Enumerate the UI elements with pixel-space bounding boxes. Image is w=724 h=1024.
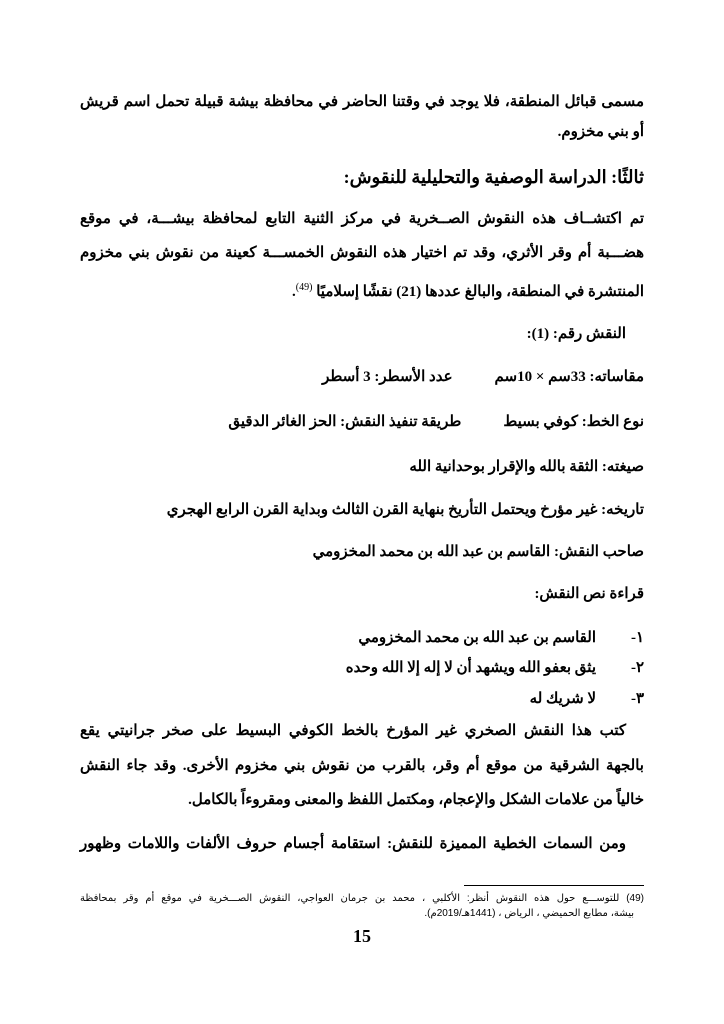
inscription-date: تاريخه: غير مؤرخ ويحتمل التأريخ بنهاية القرن الثالث وبداية القرن الرابع الهجري bbox=[166, 502, 644, 518]
reading-line-2 bbox=[346, 657, 644, 679]
reading-line-1-number: ١- bbox=[630, 630, 644, 646]
section-heading: ثالثًا: الدراسة الوصفية والتحليلية للنقوش: bbox=[343, 167, 644, 187]
inscription-title: النقش رقم: (1): bbox=[526, 326, 626, 342]
inscription-formula: صيغته: الثقة بالله والإقرار بوحدانية الله bbox=[409, 459, 644, 475]
reading-line-2-text: يثق بعفو الله ويشهد أن لا إله إلا الله وحده bbox=[345, 660, 596, 676]
reading-line-1-text: القاسم بن عبد الله بن محمد المخزومي bbox=[358, 630, 596, 646]
paragraph-3-line-1: كتب هذا النقش الصخري غير المؤرخ بالخط الكوفي البسيط على صخر جرانيتي يقع bbox=[80, 723, 626, 739]
page-number: 15 bbox=[353, 926, 371, 946]
inscription-script-row bbox=[228, 411, 644, 433]
inscription-line-count: عدد الأسطر: 3 أسطر bbox=[322, 369, 453, 385]
footnote-line-1: (49) للتوســـع حول هذه النقوش أنظر: الأكلبي ، محمد بن جرمان العواجي، النقوش الصـــخرية في موقع أم وقر بمحافظة bbox=[80, 893, 644, 904]
paragraph-2-line-3-end: . bbox=[292, 284, 296, 300]
reading-line-2-number: ٢- bbox=[630, 660, 644, 676]
footnote-reference: (49) bbox=[295, 282, 313, 293]
paragraph-3-line-3: خالياً من علامات الشكل والإعجام، ومكتمل اللفظ والمعنى ومقروءاً بالكامل. bbox=[188, 792, 644, 808]
inscription-script-type: نوع الخط: كوفي بسيط bbox=[503, 414, 644, 430]
paragraph-2-line-2: هضـــبة أم وقر الأثري، وقد تم اختيار هذه النقوش الخمســـة كعينة من نقوش بني مخزوم bbox=[80, 245, 644, 261]
footnote-separator bbox=[464, 885, 644, 886]
inscription-dimensions: مقاساته: 33سم × 10سم bbox=[494, 369, 644, 385]
reading-title: قراءة نص النقش: bbox=[534, 586, 644, 602]
inscription-measures-row bbox=[322, 366, 644, 388]
paragraph-2-line-3 bbox=[292, 277, 644, 303]
paragraph-3-line-2: بالجهة الشرقية من موقع أم وقر، بالقرب من نقوش بني مخزوم الأخرى. وقد جاء النقش bbox=[80, 758, 644, 774]
reading-line-3-number: ٣- bbox=[630, 691, 644, 707]
paragraph-2-line-1: تم اكتشــاف هذه النقوش الصــخرية في مركز الثنية التابع لمحافظة بيشـــة، في موقع bbox=[80, 211, 644, 227]
reading-line-3-text: لا شريك له bbox=[529, 691, 596, 707]
paragraph-1-line-2: أو بني مخزوم. bbox=[557, 124, 644, 140]
paragraph-2-line-3-text: المنتشرة في المنطقة، والبالغ عددها (21) نقشًا إسلاميًا bbox=[316, 284, 644, 300]
reading-line-1 bbox=[358, 627, 644, 649]
paragraph-4-line-1: ومن السمات الخطية المميزة للنقش: استقامة أجسام حروف الألفات واللامات وظهور bbox=[80, 836, 626, 852]
footnote-line-2: بيشة، مطابع الحميضي ، الرياض ، (1441هـ/2019م). bbox=[424, 908, 634, 919]
inscription-owner: صاحب النقش: القاسم بن عبد الله بن محمد المخزومي bbox=[312, 544, 644, 560]
reading-line-3 bbox=[530, 688, 644, 710]
paragraph-1-line-1: مسمى قبائل المنطقة، فلا يوجد في وقتنا الحاضر في محافظة بيشة قبيلة تحمل اسم قريش bbox=[80, 94, 644, 110]
inscription-technique: طريقة تنفيذ النقش: الحز الغائر الدقيق bbox=[228, 414, 462, 430]
